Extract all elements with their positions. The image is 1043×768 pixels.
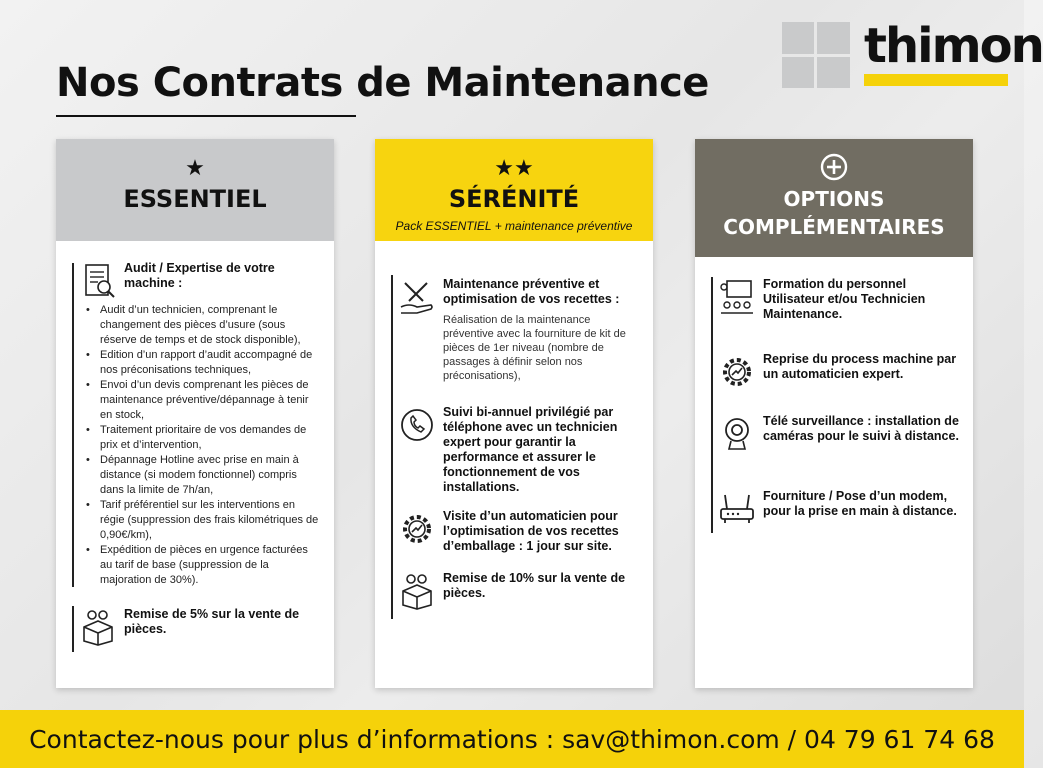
card-title: OPTIONS COMPLÉMENTAIRES bbox=[723, 187, 945, 239]
page-title: Nos Contrats de Maintenance bbox=[56, 60, 709, 106]
audit-checklist-icon bbox=[78, 261, 118, 301]
list-item bbox=[397, 277, 643, 383]
item-title: Maintenance préventive et optimisation de vos recettes : bbox=[443, 277, 620, 306]
card-options bbox=[695, 139, 973, 688]
list-item: • Traitement prioritaire de vos demandes de prix et d’intervention, bbox=[82, 423, 322, 453]
webcam-icon bbox=[717, 414, 757, 454]
logo-squares-icon bbox=[782, 22, 850, 88]
section-divider bbox=[72, 606, 74, 652]
training-board-icon bbox=[717, 277, 757, 317]
card-subtitle: Pack ESSENTIEL + maintenance préventive bbox=[395, 219, 633, 233]
list-item: • Expédition de pièces en urgence facturées au tarif de base (suppression de la majoration de 30%). bbox=[82, 543, 322, 588]
list-item: • Envoi d’un devis comprenant les pièces de maintenance préventive/dépannage à tenir en stock, bbox=[82, 378, 322, 423]
contact-footer bbox=[0, 710, 1024, 768]
section-divider bbox=[711, 277, 713, 533]
card-body bbox=[56, 241, 334, 688]
item-title: Reprise du process machine par un automaticien expert. bbox=[763, 352, 957, 381]
box-gears-icon bbox=[78, 607, 118, 647]
star-icon: ★ bbox=[185, 155, 205, 180]
card-title: ESSENTIEL bbox=[123, 185, 267, 213]
list-item: • Audit d’un technicien, comprenant le changement des pièces d’usure (sous réserve de temps et de stock disponible), bbox=[82, 303, 322, 348]
list-item bbox=[717, 489, 963, 519]
item-title: Télé surveillance : installation de caméras pour le suivi à distance. bbox=[763, 414, 959, 443]
item-title: Fourniture / Pose d’un modem, pour la prise en main à distance. bbox=[763, 489, 957, 518]
card-title: SÉRÉNITÉ bbox=[448, 185, 580, 213]
stars-icon: ★★ bbox=[494, 155, 534, 180]
audit-bullet-list bbox=[82, 303, 322, 588]
list-item bbox=[397, 571, 643, 601]
gear-automation-icon bbox=[397, 509, 437, 549]
card-body bbox=[695, 257, 973, 688]
list-item bbox=[717, 352, 963, 382]
list-item: • Edition d’un rapport d’audit accompagné de nos préconisations techniques, bbox=[82, 348, 322, 378]
list-item bbox=[397, 405, 643, 495]
list-item: • Dépannage Hotline avec prise en main à distance (si modem fonctionnel) compris dans la limite de 7h/an, bbox=[82, 453, 322, 498]
item-title: Formation du personnel Utilisateur et/ou Technicien Maintenance. bbox=[763, 277, 926, 321]
list-item bbox=[78, 607, 324, 637]
list-item bbox=[717, 277, 963, 322]
logo-yellow-bar bbox=[864, 74, 1008, 86]
item-title: Suivi bi-annuel privilégié par téléphone avec un technicien expert pour garantir la performance et assurer le fonctionnement de vos installations. bbox=[443, 405, 618, 494]
gear-automation-icon bbox=[717, 352, 757, 392]
thimon-logo bbox=[782, 18, 1043, 90]
card-serenite bbox=[375, 139, 653, 688]
card-header bbox=[56, 139, 334, 241]
phone-support-icon bbox=[397, 405, 437, 445]
card-essentiel bbox=[56, 139, 334, 688]
list-item bbox=[397, 509, 643, 554]
box-gears-icon bbox=[397, 571, 437, 611]
logo-wordmark: thimon bbox=[864, 18, 1043, 74]
list-item bbox=[717, 414, 963, 444]
list-item bbox=[78, 261, 324, 291]
title-underline bbox=[56, 115, 356, 117]
list-item: • Tarif préférentiel sur les interventions en régie (suppression des frais kilométriques de 0,90€/km), bbox=[82, 498, 322, 543]
router-icon bbox=[717, 489, 757, 529]
section-divider bbox=[72, 263, 74, 587]
section-divider bbox=[391, 275, 393, 619]
item-title: Visite d’un automaticien pour l’optimisation de vos recettes d’emballage : 1 jour sur site. bbox=[443, 509, 619, 553]
card-body bbox=[375, 241, 653, 688]
contact-text: Contactez-nous pour plus d’informations : sav@thimon.com / 04 79 61 74 68 bbox=[29, 724, 995, 754]
item-title: Remise de 10% sur la vente de pièces. bbox=[443, 571, 626, 600]
item-title: Remise de 5% sur la vente de pièces. bbox=[124, 607, 300, 636]
card-header bbox=[695, 139, 973, 257]
tools-hand-icon bbox=[397, 277, 437, 317]
card-header bbox=[375, 139, 653, 241]
item-title: Audit / Expertise de votre machine : bbox=[124, 261, 275, 290]
item-description: Réalisation de la maintenance préventive avec la fourniture de kit de pièces de 1er niveau (nombre de passages à définir selon nos préconisations), bbox=[443, 314, 626, 382]
plus-circle-icon bbox=[820, 153, 848, 181]
